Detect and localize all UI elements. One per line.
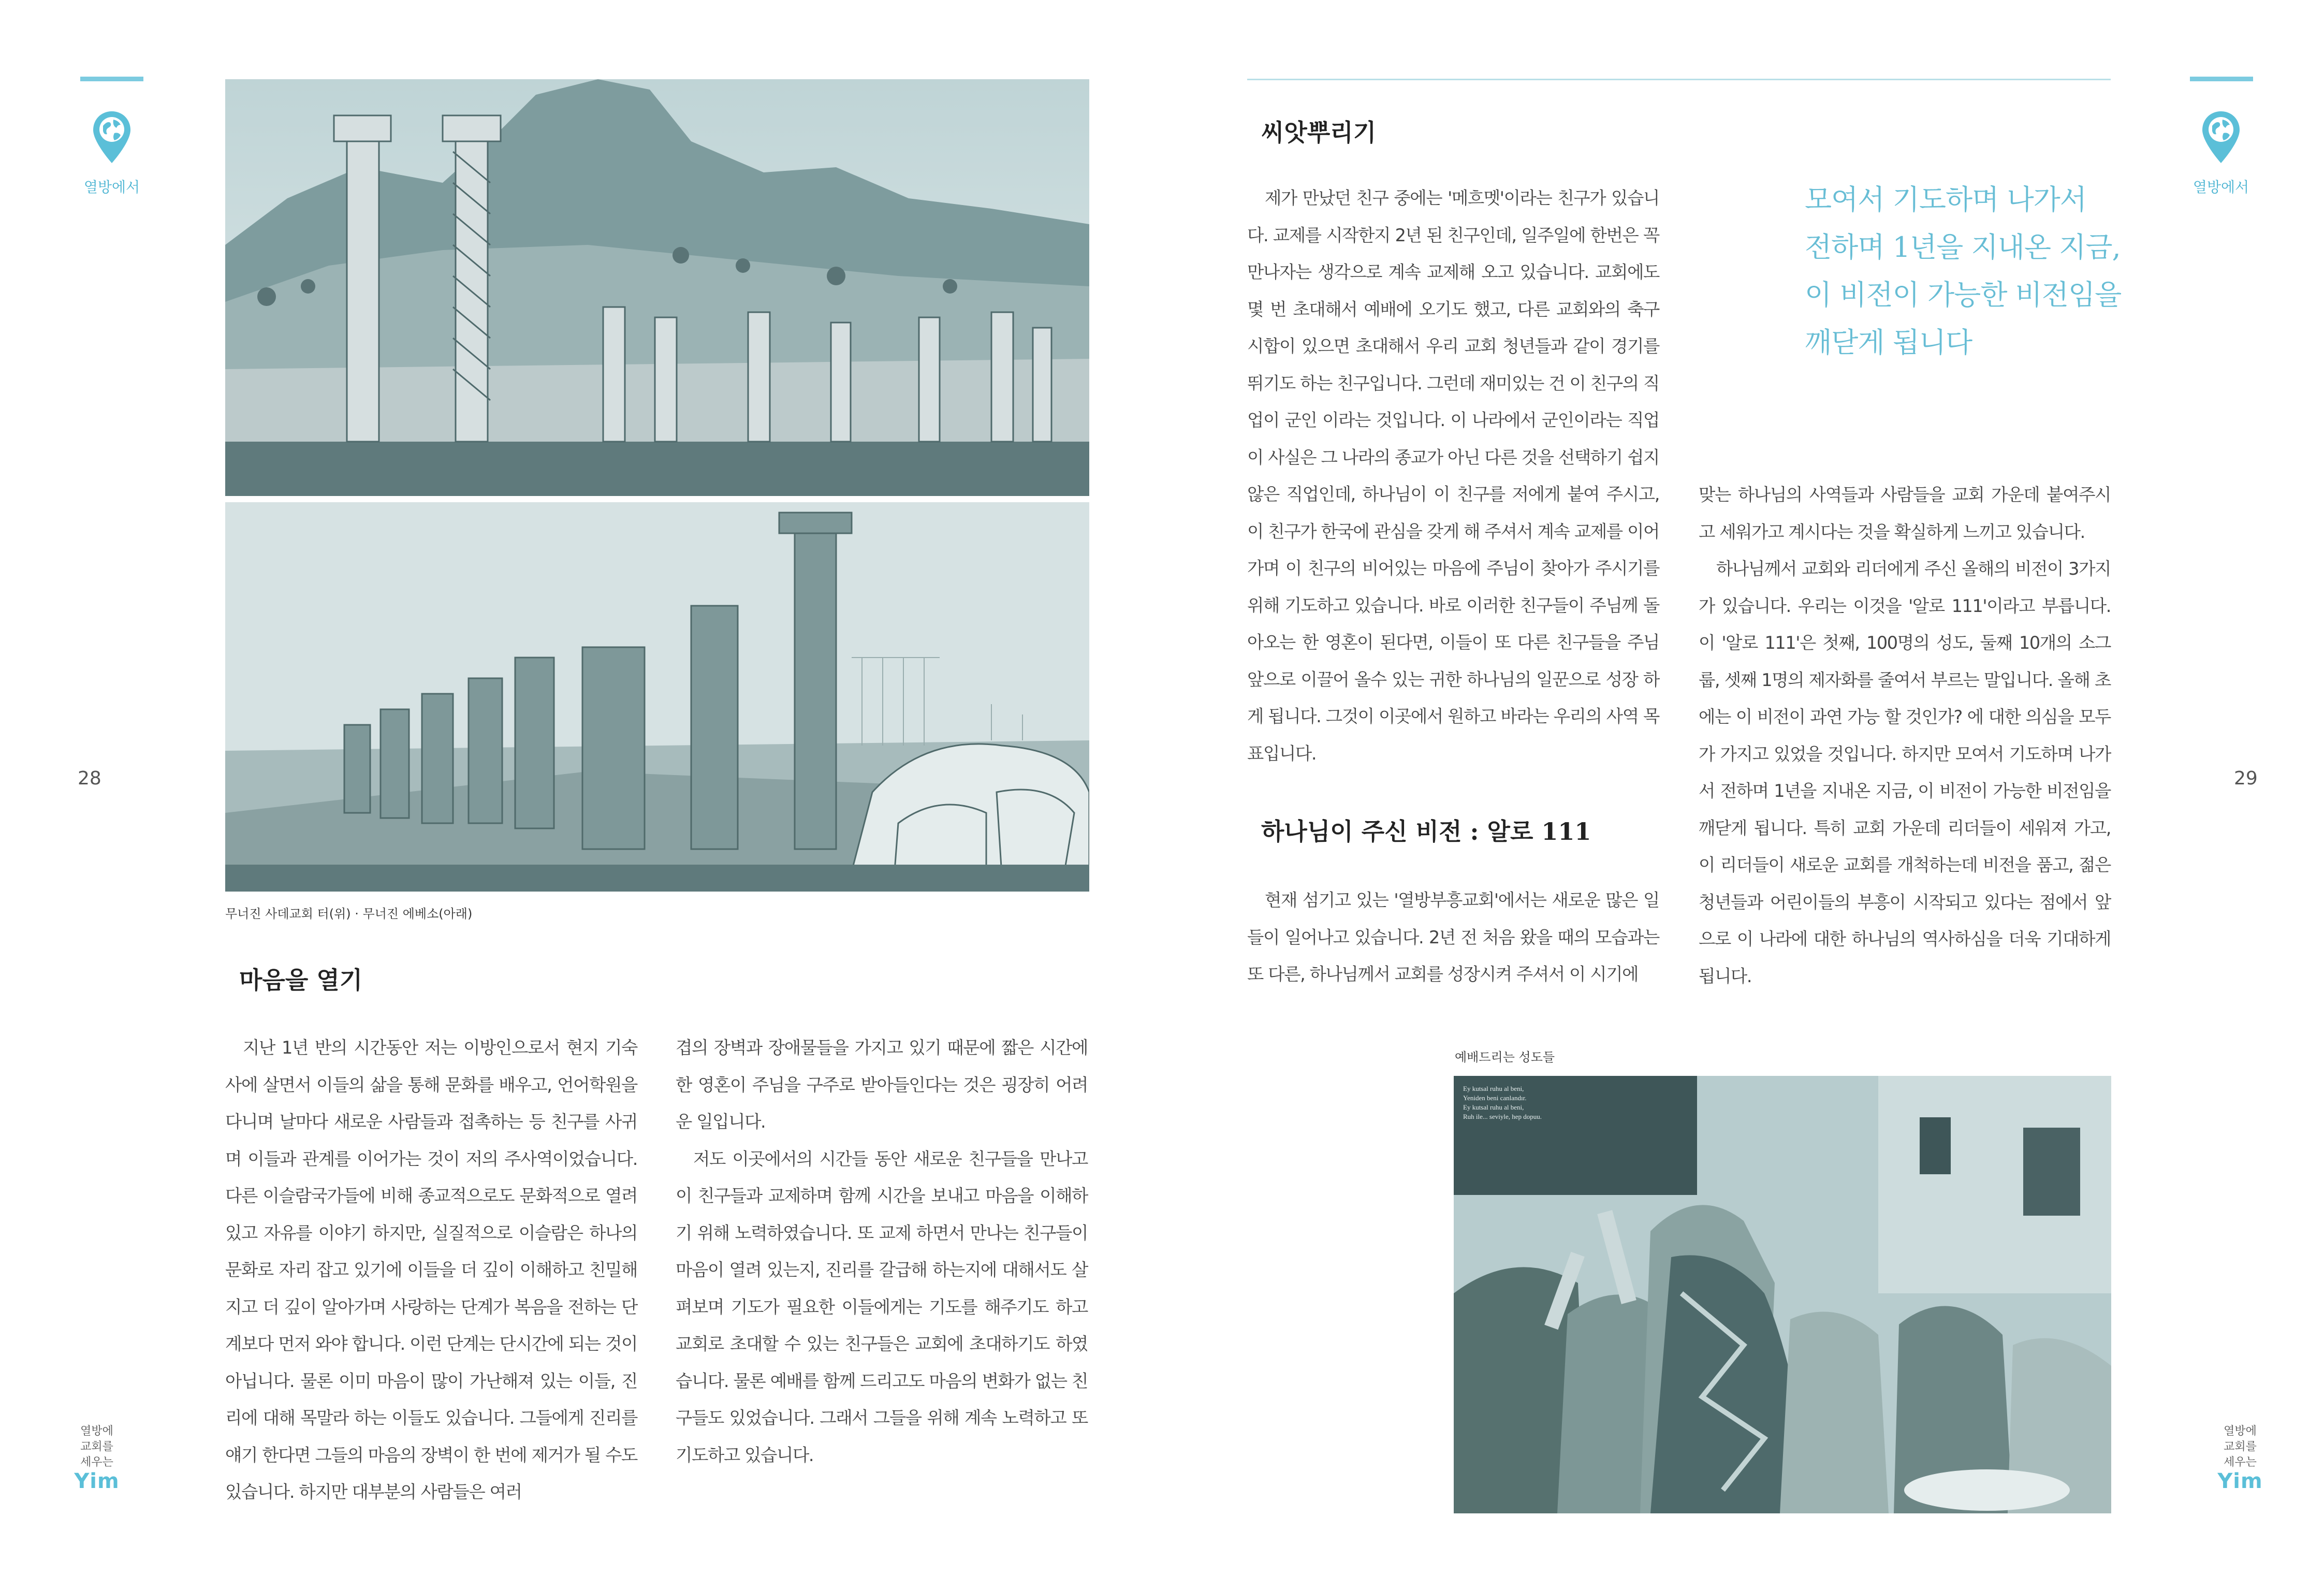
worship-screen-text	[1463, 1084, 1542, 1121]
left-section-label: 열방에서	[83, 179, 140, 196]
brand-line: 세우는	[2224, 1456, 2257, 1469]
paragraph: 현재 섬기고 있는 '열방부흥교회'에서는 새로운 많은 일들이 일어나고 있습니다. 2년 전 처음 왔을 때의 모습과는 또 다른, 하나님께서 교회를 성장시켜 주셔서 이 시기에	[1247, 890, 1659, 984]
left-tab-bar	[80, 77, 143, 81]
left-col-2	[676, 1029, 1088, 1474]
pull-quote-line: 모여서 기도하며 나가서	[1805, 183, 2086, 216]
globe-pin-icon	[92, 110, 132, 164]
right-col-2	[1699, 476, 2111, 995]
brand-line: 교회를	[80, 1440, 113, 1453]
right-tab-bar	[2190, 77, 2253, 81]
brand-logo: Yim	[74, 1469, 120, 1493]
paragraph: 제가 만났던 친구 중에는 '메흐멧'이라는 친구가 있습니다. 교제를 시작한지 2년 된 친구인데, 일주일에 한번은 꼭 만나자는 생각으로 계속 교제해 오고 있습니다. 교회에도 몇 번 초대해서 예배에 오기도 했고, 다른 교회와의 축구 시합이 있으면 초대해서 우리 교회 청년들과 같이 경기를 뛰기도 하는 친구입니다. 그런데 재미있는 건 이 친구의 직업이 군인 이라는 것입니다. 이 나라에서 군인이라는 직업이 사실은 그 나라의 종교가 아닌 다른 것을 선택하기 쉽지 않은 직업인데, 하나님이 이 친구를 저에게 붙여 주시고, 이 친구가 한국에 관심을 갖게 해 주셔서 계속 교제를 이어가며 이 친구의 비어있는 마음에 주님이 찾아가 주시기를 위해 기도하고 있습니다. 바로 이러한 친구들이 주님께 돌아오는 한 영혼이 된다면, 이들이 또 다른 친구들을 주님 앞으로 이끌어 올수 있는 귀한 하나님의 일꾼으로 성장 하게 됩니다. 그것이 이곳에서 원하고 바라는 우리의 사역 목표입니다.	[1247, 188, 1659, 764]
screen-line: Yeniden beni canlandır.	[1463, 1094, 1527, 1102]
right-col-1a	[1247, 180, 1659, 772]
brand-line: 열방에	[2224, 1425, 2257, 1438]
heading-open-heart: 마음을 열기	[239, 966, 363, 994]
left-brand	[68, 1424, 125, 1492]
right-brand	[2212, 1424, 2269, 1492]
brand-logo: Yim	[2217, 1469, 2263, 1493]
photo-sardis-ruins	[225, 79, 1089, 496]
brand-line: 열방에	[80, 1425, 113, 1438]
heading-sowing-seeds: 씨앗뿌리기	[1261, 119, 1377, 147]
photo-ephesus-ruins	[225, 502, 1089, 892]
pull-quote-line: 전하며 1년을 지내온 지금,	[1805, 231, 2121, 264]
right-page-number: 29	[2234, 768, 2258, 789]
photo-worship	[1454, 1076, 2111, 1513]
paragraph: 맞는 하나님의 사역들과 사람들을 교회 가운데 붙여주시고 세워가고 계시다는 것을 확실하게 느끼고 있습니다.	[1699, 485, 2111, 542]
photo-caption-left: 무너진 사데교회 터(위) · 무너진 에베소(아래)	[225, 907, 473, 921]
screen-line: Ey kutsal ruhu al beni,	[1463, 1103, 1524, 1111]
heading-vision-alo-111: 하나님이 주신 비전 : 알로 111	[1261, 818, 1591, 845]
left-col-1	[225, 1029, 637, 1511]
pull-quote-line: 이 비전이 가능한 비전임을	[1805, 279, 2122, 311]
right-top-rule	[1247, 79, 2111, 80]
right-col-1b	[1247, 882, 1659, 993]
right-section-label: 열방에서	[2193, 179, 2249, 196]
pull-quote-line: 깨닫게 됩니다	[1805, 326, 1972, 359]
brand-line: 교회를	[2224, 1440, 2257, 1453]
screen-line: Ey kutsal ruhu al beni,	[1463, 1085, 1524, 1092]
pull-quote	[1805, 176, 2126, 367]
paragraph: 지난 1년 반의 시간동안 저는 이방인으로서 현지 기숙사에 살면서 이들의 삶을 통해 문화를 배우고, 언어학원을 다니며 날마다 새로운 사람들과 접촉하는 등 친구를 사귀며 이들과 관계를 이어가는 것이 저의 주사역이었습니다. 다른 이슬람국가들에 비해 종교적으로도 문화적으로 열려있고 자유를 이야기 하지만, 실질적으로 이슬람은 하나의 문화로 자리 잡고 있기에 이들을 더 깊이 이해하고 친밀해지고 더 깊이 알아가며 사랑하는 단계가 복음을 전하는 단계보다 먼저 와야 합니다. 이런 단계는 단시간에 되는 것이 아닙니다. 물론 이미 마음이 많이 가난해져 있는 이들, 진리에 대해 목말라 하는 이들도 있습니다. 그들에게 진리를 얘기 한다면 그들의 마음의 장벽이 한 번에 제거가 될 수도 있습니다. 하지만 대부분의 사람들은 여러	[225, 1038, 637, 1502]
photo-caption-right: 예배드리는 성도들	[1455, 1050, 1555, 1064]
paragraph: 하나님께서 교회와 리더에게 주신 올해의 비전이 3가지가 있습니다. 우리는 이것을 '알로 111'이라고 부릅니다. 이 '알로 111'은 첫째, 100명의 성도, 둘째 10개의 소그룹, 셋째 1명의 제자화를 줄여서 부르는 말입니다. 올해 초에는 이 비전이 과연 가능 할 것인가? 에 대한 의심을 모두가 가지고 있었을 것입니다. 하지만 모여서 기도하며 나가서 전하며 1년을 지내온 지금, 이 비전이 가능한 비전임을 깨닫게 됩니다. 특히 교회 가운데 리더들이 세워져 가고, 이 리더들이 새로운 교회를 개척하는데 비전을 품고, 젊은 청년들과 어린이들의 부흥이 시작되고 있다는 점에서 앞으로 이 나라에 대한 하나님의 역사하심을 더욱 기대하게 됩니다.	[1699, 559, 2111, 986]
paragraph: 저도 이곳에서의 시간들 동안 새로운 친구들을 만나고 이 친구들과 교제하며 함께 시간을 보내고 마음을 이해하기 위해 노력하였습니다. 또 교제 하면서 만나는 친구들이 마음이 열려 있는지, 진리를 갈급해 하는지에 대해서도 살펴보며 기도가 필요한 이들에게는 기도를 해주기도 하고 교회로 초대할 수 있는 친구들은 교회에 초대하기도 하였습니다. 물론 예배를 함께 드리고도 마음의 변화가 없는 친구들도 있었습니다. 그래서 그들을 위해 계속 노력하고 또 기도하고 있습니다.	[676, 1148, 1088, 1465]
paragraph: 겹의 장벽과 장애물들을 가지고 있기 때문에 짧은 시간에 한 영혼이 주님을 구주로 받아들인다는 것은 굉장히 어려운 일입니다.	[676, 1038, 1088, 1132]
brand-line: 세우는	[80, 1456, 113, 1469]
left-page-number: 28	[78, 768, 101, 789]
globe-pin-icon	[2201, 110, 2241, 164]
screen-line: Ruh ile... seviyle, hep dopuu.	[1463, 1113, 1542, 1120]
